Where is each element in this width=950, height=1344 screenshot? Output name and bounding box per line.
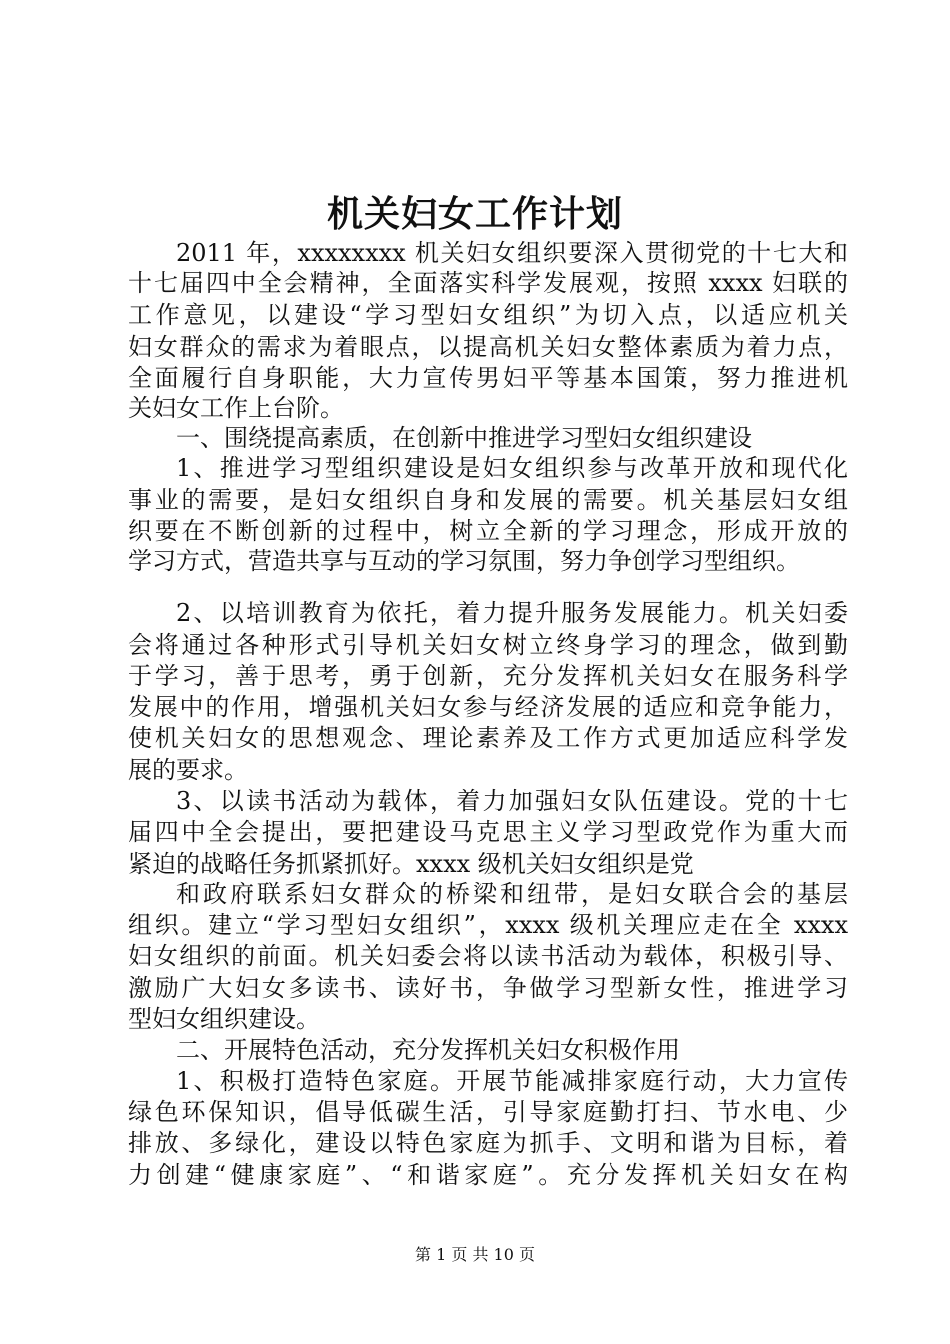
- paragraph-line: 一、围绕提高素质，在创新中推进学习型妇女组织建设: [176, 424, 752, 452]
- paragraph-line: 妇女群众的需求为着眼点，以提高机关妇女整体素质为着力点，: [128, 333, 848, 361]
- paragraph-line: 2011 年，xxxxxxxx 机关妇女组织要深入贯彻党的十七大和: [176, 239, 848, 267]
- paragraph-line: 激励广大妇女多读书、读好书，争做学习型新女性，推进学习: [128, 974, 848, 1002]
- paragraph-line: 事业的需要，是妇女组织自身和发展的需要。机关基层妇女组: [128, 486, 848, 514]
- paragraph-line: 排放、多绿化，建设以特色家庭为抓手、文明和谐为目标，着: [128, 1129, 848, 1157]
- paragraph-line: 关妇女工作上台阶。: [128, 394, 344, 422]
- paragraph-line: 1、推进学习型组织建设是妇女组织参与改革开放和现代化: [176, 454, 848, 482]
- paragraph-line: 组织。建立“学习型妇女组织”，xxxx 级机关理应走在全 xxxx: [128, 911, 848, 939]
- paragraph-line: 紧迫的战略任务抓紧抓好。xxxx 级机关妇女组织是党: [128, 850, 694, 878]
- paragraph-line: 力创建“健康家庭”、“和谐家庭”。充分发挥机关妇女在构: [128, 1161, 848, 1189]
- paragraph-line: 届四中全会提出，要把建设马克思主义学习型政党作为重大而: [128, 818, 848, 846]
- paragraph-line: 2、以培训教育为依托，着力提升服务发展能力。机关妇委: [176, 599, 848, 627]
- paragraph-line: 十七届四中全会精神，全面落实科学发展观，按照 xxxx 妇联的: [128, 269, 848, 297]
- paragraph-line: 会将通过各种形式引导机关妇女树立终身学习的理念，做到勤: [128, 631, 848, 659]
- paragraph-line: 二、开展特色活动，充分发挥机关妇女积极作用: [176, 1036, 680, 1064]
- paragraph-line: 3、以读书活动为载体，着力加强妇女队伍建设。党的十七: [176, 787, 848, 815]
- paragraph-line: 1、积极打造特色家庭。开展节能减排家庭行动，大力宣传: [176, 1067, 848, 1095]
- paragraph-line: 妇女组织的前面。机关妇委会将以读书活动为载体，积极引导、: [128, 942, 848, 970]
- paragraph-line: 绿色环保知识，倡导低碳生活，引导家庭勤打扫、节水电、少: [128, 1098, 848, 1126]
- paragraph-line: 展的要求。: [128, 756, 248, 784]
- paragraph-line: 型妇女组织建设。: [128, 1005, 320, 1033]
- paragraph-line: 于学习，善于思考，勇于创新，充分发挥机关妇女在服务科学: [128, 662, 848, 690]
- paragraph-line: 使机关妇女的思想观念、理论素养及工作方式更加适应科学发: [128, 724, 848, 752]
- paragraph-line: 工作意见，以建设“学习型妇女组织”为切入点，以适应机关: [128, 301, 848, 329]
- paragraph-line: 和政府联系妇女群众的桥梁和纽带，是妇女联合会的基层: [176, 880, 848, 908]
- page-footer: 第 1 页 共 10 页: [415, 1245, 535, 1264]
- document-title: 机关妇女工作计划: [326, 193, 623, 235]
- paragraph-line: 织要在不断创新的过程中，树立全新的学习理念，形成开放的: [128, 517, 848, 545]
- paragraph-line: 学习方式，营造共享与互动的学习氛围，努力争创学习型组织。: [128, 547, 800, 575]
- paragraph-line: 发展中的作用，增强机关妇女参与经济发展的适应和竞争能力，: [128, 693, 848, 721]
- paragraph-line: 全面履行自身职能，大力宣传男妇平等基本国策，努力推进机: [128, 364, 848, 392]
